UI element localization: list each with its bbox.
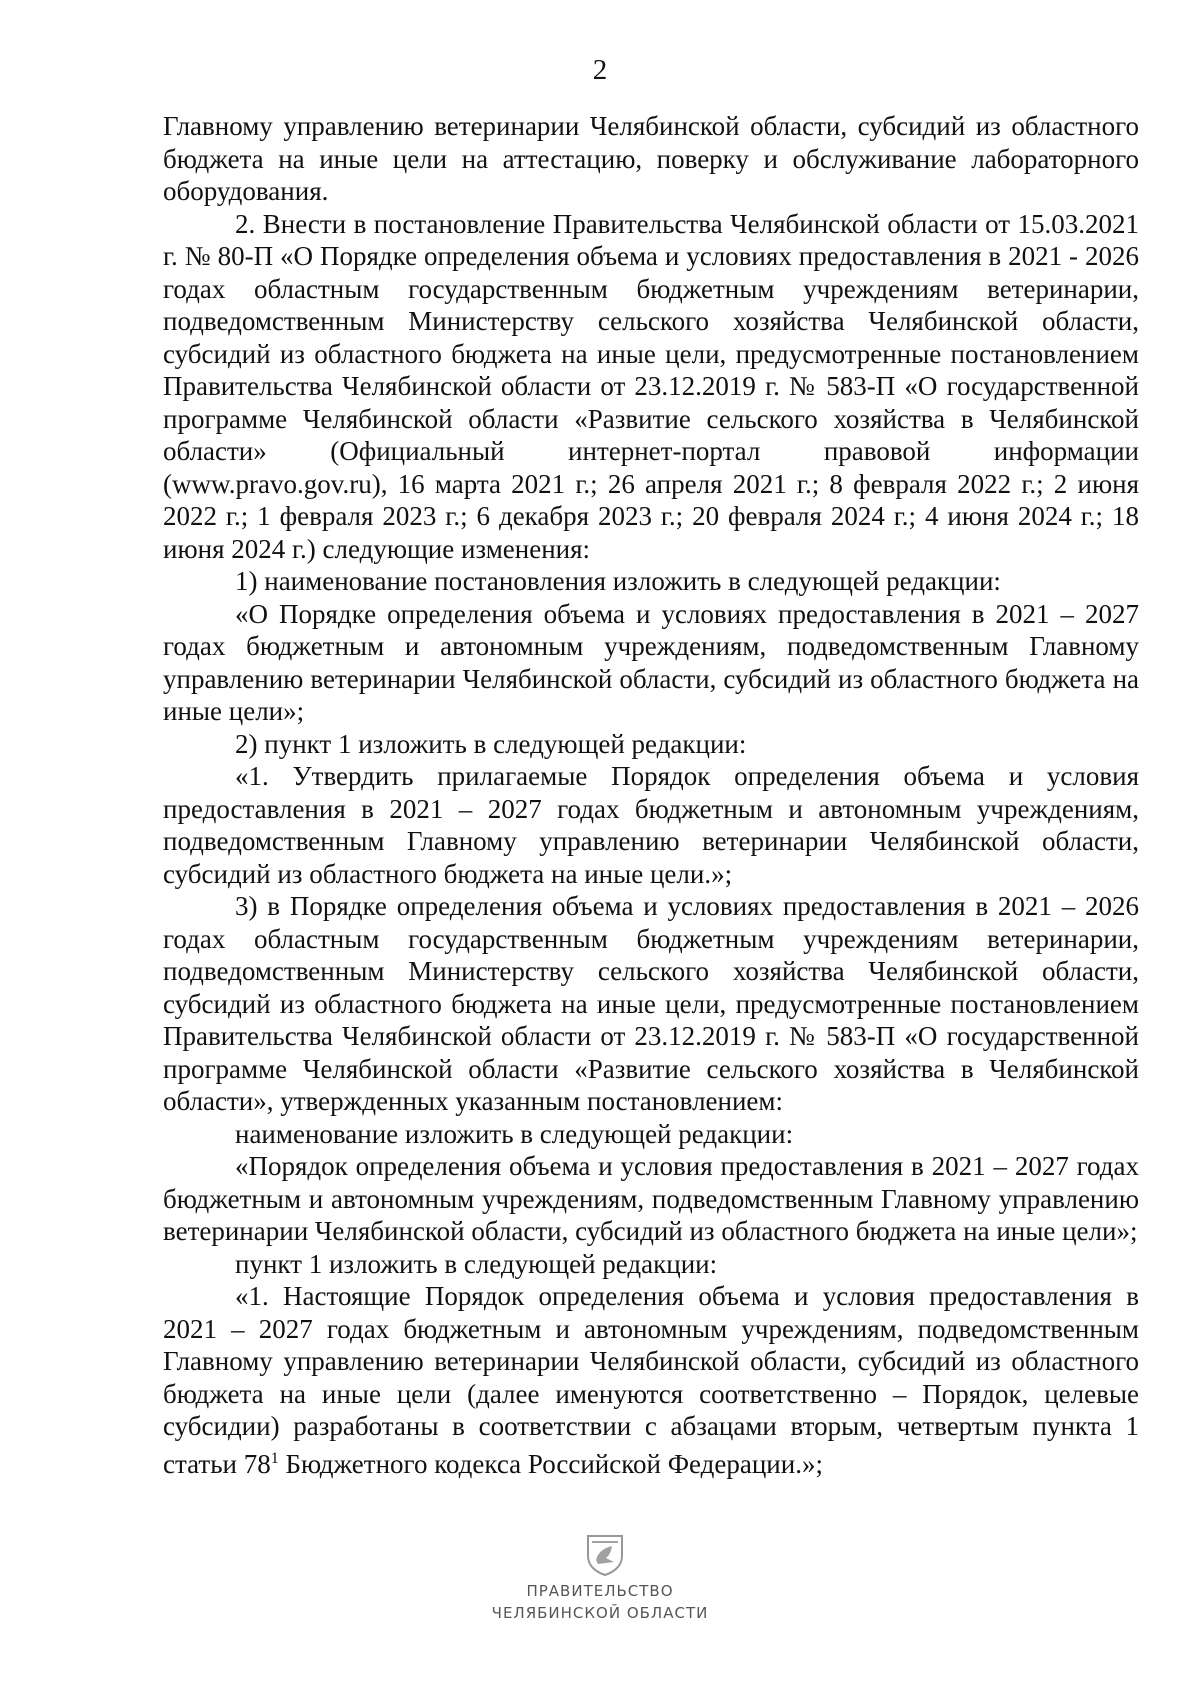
paragraph-10: пункт 1 изложить в следующей редакции: [235,1248,718,1279]
paragraph-9: «Порядок определения объема и условия предоставления в 2021 – 2027 годах бюджетным и автономным учреждениям, подведомственным Главному управлению ветеринарии Челябинской области, субсидий из областного бюджета на иные цели»; [163,1151,1139,1246]
paragraph-7: 3) в Порядке определения объема и условиях предоставления в 2021 – 2026 годах областным государственным бюджетным учреждениям ветеринарии, подведомственным Министерству сельского хозяйства Челябинской области, субсидий из областного бюджета на иные цели, предусмотренные постановлением Правительства Челябинской области от 23.12.2019 г. № 583-П «О государственной программе Челябинской области «Развитие сельского хозяйства в Челябинской области», утвержденных указанным постановлением: [163,891,1139,1116]
paragraph-8: наименование изложить в следующей редакции: [235,1118,794,1149]
paragraph-11 [163,1280,1139,1480]
footer-stamp [0,1580,1200,1624]
paragraph-3: 1) наименование постановления изложить в следующей редакции: [235,566,1001,596]
paragraph-11-text-end: Бюджетного кодекса Российской Федерации.»; [278,1448,823,1479]
document-body [163,110,1139,1480]
footer-line-2: ЧЕЛЯБИНСКОЙ ОБЛАСТИ [491,1604,709,1622]
paragraph-2: 2. Внести в постановление Правительства Челябинской области от 15.03.2021 г. № 80-П «О Порядке определения объема и условиях предоставления в 2021 - 2026 годах областным государственным бюджетным учреждениям ветеринарии, подведомственным Министерству сельского хозяйства Челябинской области, субсидий из областного бюджета на иные цели, предусмотренные постановлением Правительства Челябинской области от 23.12.2019 г. № 583-П «О государственной программе Челябинской области «Развитие сельского хозяйства в Челябинской области» (Официальный интернет-портал правовой информации (www.pravo.gov.ru), 16 марта 2021 г.; 26 апреля 2021 г.; 8 февраля 2022 г.; 2 июня 2022 г.; 1 февраля 2023 г.; 6 декабря 2023 г.; 20 февраля 2024 г.; 4 июня 2024 г.; 18 июня 2024 г.) следующие изменения: [163,208,1139,564]
coat-of-arms-icon [584,1532,626,1576]
paragraph-11-text: «1. Настоящие Порядок определения объема и условия предоставления в 2021 – 2027 годах бюджетным и автономным учреждениям, подведомственным Главному управлению ветеринарии Челябинской области, субсидий из областного бюджета на иные цели (далее именуются соответственно – Порядок, целевые субсидии) разработаны в соответствии с абзацами вторым, четвертым пункта 1 статьи 78 [163,1281,1139,1479]
footer-line-1: ПРАВИТЕЛЬСТВО [526,1582,674,1600]
page-number: 2 [592,54,608,86]
paragraph-6: «1. Утвердить прилагаемые Порядок определения объема и условия предоставления в 2021 – 2027 годах бюджетным и автономным учреждениям, подведомственным Главному управлению ветеринарии Челябинской области, субсидий из областного бюджета на иные цели.»; [163,761,1139,889]
footnote-superscript: 1 [270,1449,279,1467]
paragraph-4: «О Порядке определения объема и условиях предоставления в 2021 – 2027 годах бюджетным и автономным учреждениям, подведомственным Главному управлению ветеринарии Челябинской области, субсидий из областного бюджета на иные цели»; [163,598,1139,726]
paragraph-1: Главному управлению ветеринарии Челябинской области, субсидий из областного бюджета на иные цели на аттестацию, поверку и обслуживание лабораторного оборудования. [163,111,1139,206]
paragraph-5: 2) пункт 1 изложить в следующей редакции: [235,728,747,759]
